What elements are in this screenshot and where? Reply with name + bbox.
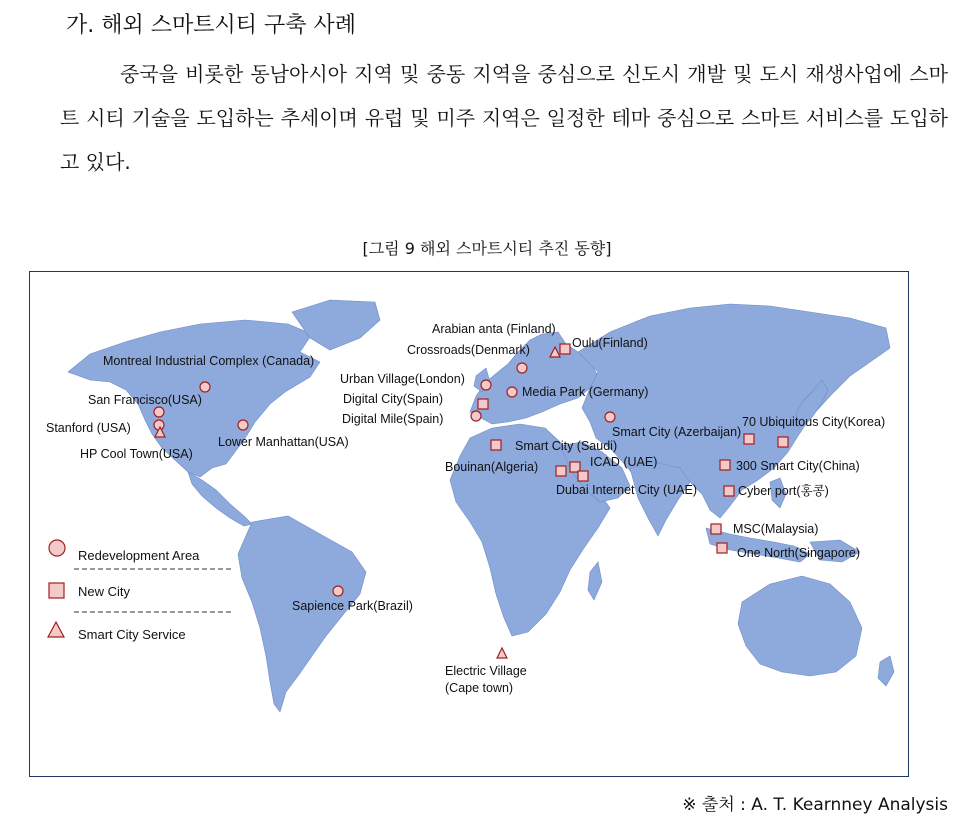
marker-saudi (491, 440, 501, 450)
marker-oulu (560, 344, 570, 354)
marker-onenorth (717, 543, 727, 553)
label-dubai: Dubai Internet City (UAE) (556, 483, 698, 497)
legend-triangle-marker (48, 622, 64, 637)
marker-urbanvillage (481, 380, 491, 390)
label-arabian: Arabian anta (Finland) (432, 322, 556, 336)
legend-newcity-label: New City (78, 584, 131, 599)
label-stanford: Stanford (USA) (46, 421, 131, 435)
label-hpcool: HP Cool Town(USA) (80, 447, 193, 461)
marker-korea-2 (778, 437, 788, 447)
source-note: ※ 출처 : A. T. Kearnney Analysis (682, 795, 948, 815)
marker-montreal (200, 382, 210, 392)
marker-china (720, 460, 730, 470)
label-electric-2: (Cape town) (445, 681, 514, 695)
marker-msc (711, 524, 721, 534)
legend-redevelopment-label: Redevelopment Area (78, 548, 200, 563)
marker-dubai (578, 471, 588, 481)
central-america-shape (188, 472, 252, 526)
label-montreal: Montreal Industrial Complex (Canada) (103, 354, 315, 368)
legend-circle-marker (49, 540, 65, 556)
label-crossroads: Crossroads(Denmark) (407, 343, 530, 357)
body-paragraph (60, 52, 948, 184)
label-electric-1: Electric Village (445, 664, 527, 678)
marker-digitalmile (471, 411, 481, 421)
section-heading: 가. 해외 스마트시티 구축 사례 (66, 13, 356, 38)
figure-caption: [그림 9 해외 스마트시티 추진 동향] (362, 239, 612, 258)
madagascar-shape (588, 562, 602, 600)
marker-crossroads (517, 363, 527, 373)
australia-shape (738, 576, 862, 676)
label-lowermanhattan: Lower Manhattan(USA) (218, 435, 349, 449)
label-icad: ICAD (UAE) (590, 455, 658, 469)
marker-azerbaijan (605, 412, 615, 422)
marker-korea-1 (744, 434, 754, 444)
label-msc: MSC(Malaysia) (733, 522, 819, 536)
label-onenorth: One North(Singapore) (737, 546, 860, 560)
label-smartcityaz: Smart City (Azerbaijan) (612, 425, 742, 439)
label-urbanvillage: Urban Village(London) (340, 372, 465, 386)
label-cyberport: Cyber port(홍콩) (738, 484, 829, 498)
marker-mediapark (507, 387, 517, 397)
legend-service-label: Smart City Service (78, 627, 186, 642)
marker-digitalcity (478, 399, 488, 409)
paragraph-text: 중국을 비롯한 동남아시아 지역 및 중동 지역을 중심으로 신도시 개발 및 도시 재생사업에 스마트 시티 기술을 도입하는 추세이며 유럽 및 미주 지역은 일정한 테마 중심으로 스마트 서비스를 도입하고 있다. (60, 62, 948, 174)
label-bouinan: Bouinan(Algeria) (445, 460, 539, 474)
world-map-figure (29, 271, 909, 777)
south-america-shape (238, 516, 366, 712)
marker-cyberport (724, 486, 734, 496)
new-zealand-shape (878, 656, 894, 686)
marker-sanfrancisco (154, 407, 164, 417)
label-digitalmile: Digital Mile(Spain) (342, 412, 444, 426)
marker-sapience (333, 586, 343, 596)
label-smartcitysaudi: Smart City (Saudi) (515, 439, 618, 453)
marker-lowermanhattan (238, 420, 248, 430)
label-oulu: Oulu(Finland) (572, 336, 648, 350)
label-china: 300 Smart City(China) (736, 459, 860, 473)
label-korea: 70 Ubiquitous City(Korea) (742, 415, 886, 429)
marker-bouinan (556, 466, 566, 476)
marker-electric (497, 648, 507, 658)
label-mediapark: Media Park (Germany) (522, 385, 649, 399)
label-sapience: Sapience Park(Brazil) (292, 599, 413, 613)
label-sanfrancisco: San Francisco(USA) (88, 393, 202, 407)
india-shape (630, 462, 690, 536)
label-digitalcity: Digital City(Spain) (343, 392, 444, 406)
legend-square-marker (49, 583, 64, 598)
